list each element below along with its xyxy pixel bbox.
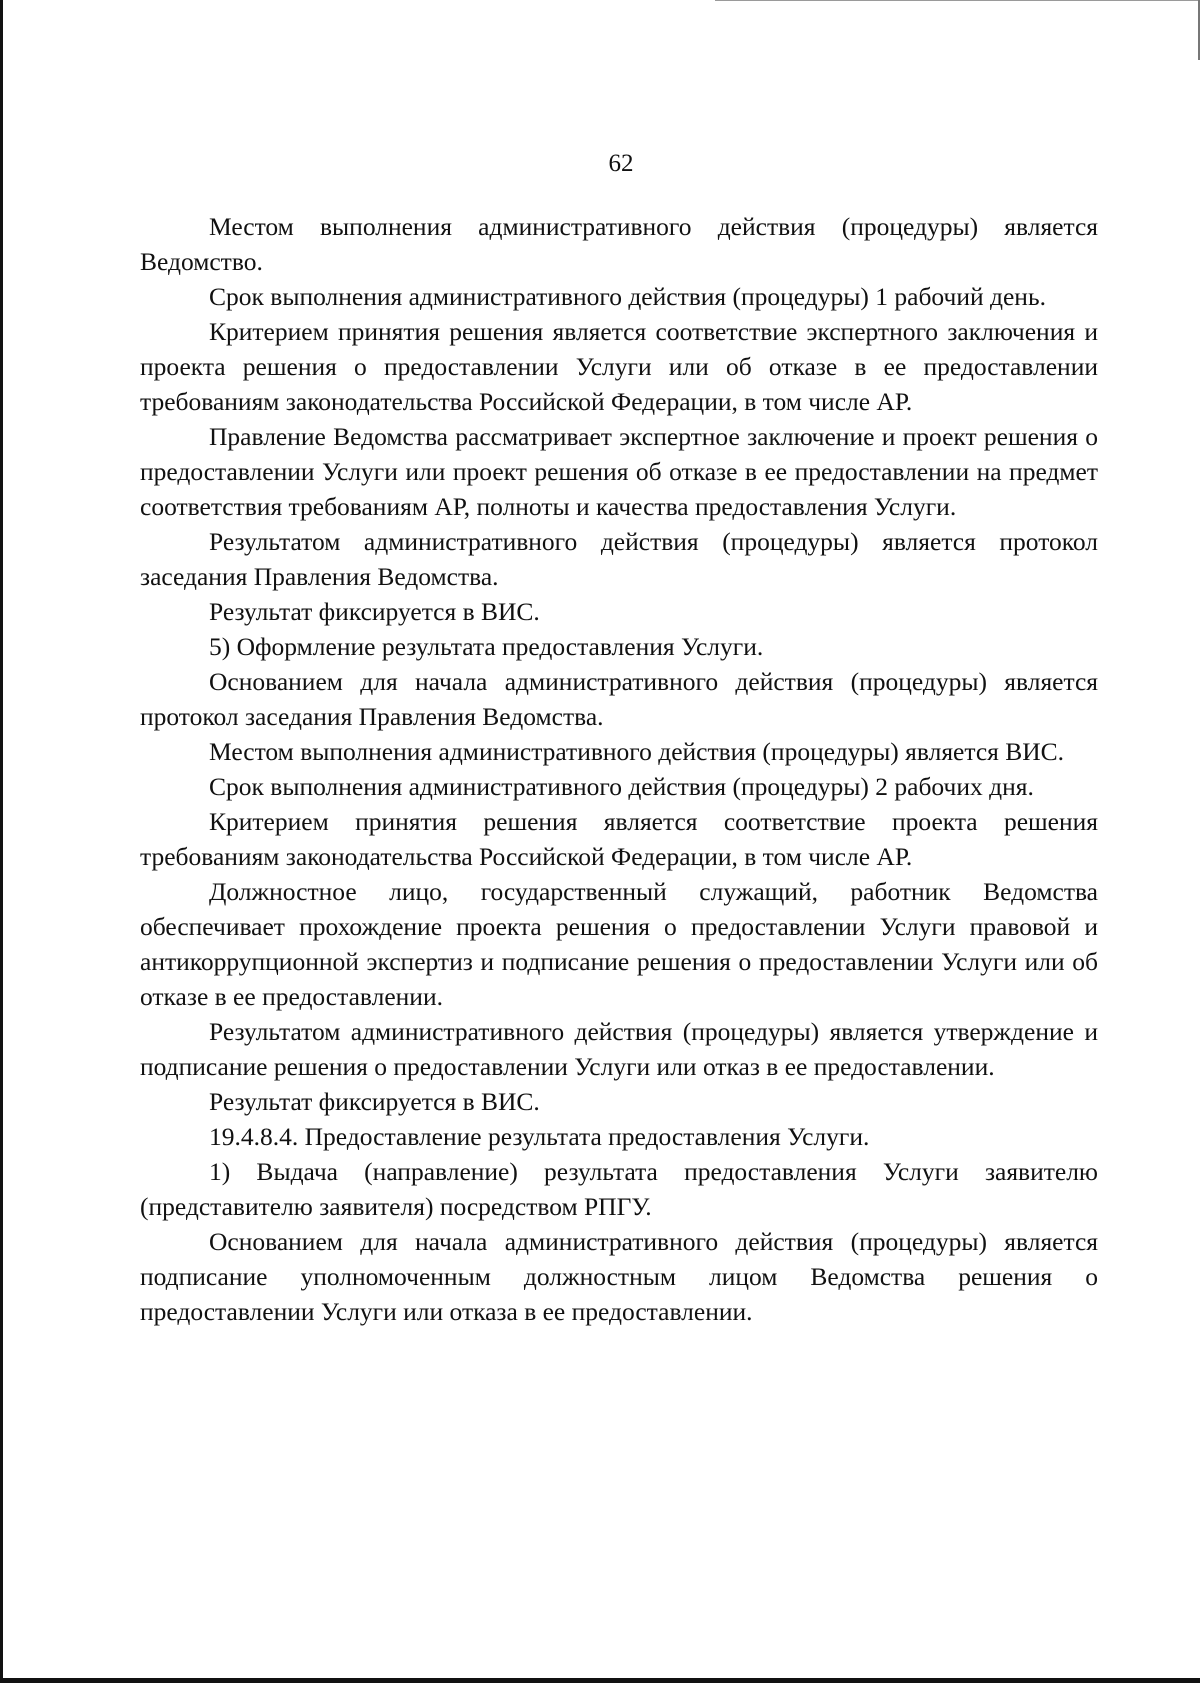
scan-border-bottom <box>0 1678 1200 1683</box>
paragraph: Правление Ведомства рассматривает экспертное заключение и проект решения о предоставлении Услуги или проект решения об отказе в ее предоставлении на предмет соответствия требованиям АР, полноты и качества предоставления Услуги. <box>140 422 1098 521</box>
paragraph: Результат фиксируется в ВИС. <box>209 597 540 626</box>
paragraph: 5) Оформление результата предоставления Услуги. <box>209 632 764 661</box>
paragraph: Местом выполнения административного действия (процедуры) является Ведомство. <box>140 212 1098 276</box>
paragraph: Результат фиксируется в ВИС. <box>209 1087 540 1116</box>
paragraph: 1) Выдача (направление) результата предоставления Услуги заявителю (представителю заявителя) посредством РПГУ. <box>140 1157 1098 1221</box>
paragraph: Местом выполнения административного действия (процедуры) является ВИС. <box>209 737 1065 766</box>
paragraph: Срок выполнения административного действия (процедуры) 2 рабочих дня. <box>209 772 1034 801</box>
scan-border-top <box>715 0 1200 1</box>
document-body <box>140 209 1098 1329</box>
page-number: 62 <box>608 150 634 177</box>
scan-border-left <box>0 0 3 1683</box>
paragraph: Основанием для начала административного действия (процедуры) является подписание уполномоченным должностным лицом Ведомства решения о предоставлении Услуги или отказа в ее предоставлении. <box>140 1227 1098 1326</box>
paragraph: Критерием принятия решения является соответствие экспертного заключения и проекта решения о предоставлении Услуги или об отказе в ее предоставлении требованиям законодательства Российской Федерации, в том числе АР. <box>140 317 1098 416</box>
paragraph: Основанием для начала административного действия (процедуры) является протокол заседания Правления Ведомства. <box>140 667 1098 731</box>
paragraph: Критерием принятия решения является соответствие проекта решения требованиям законодательства Российской Федерации, в том числе АР. <box>140 807 1098 871</box>
paragraph: Результатом административного действия (процедуры) является протокол заседания Правления Ведомства. <box>140 527 1098 591</box>
section-heading: 19.4.8.4. Предоставление результата предоставления Услуги. <box>209 1122 870 1151</box>
paragraph: Должностное лицо, государственный служащий, работник Ведомства обеспечивает прохождение проекта решения о предоставлении Услуги правовой и антикоррупционной экспертиз и подписание решения о предоставлении Услуги или об отказе в ее предоставлении. <box>140 877 1098 1011</box>
paragraph: Результатом административного действия (процедуры) является утверждение и подписание решения о предоставлении Услуги или отказ в ее предоставлении. <box>140 1017 1098 1081</box>
paragraph: Срок выполнения административного действия (процедуры) 1 рабочий день. <box>209 282 1046 311</box>
